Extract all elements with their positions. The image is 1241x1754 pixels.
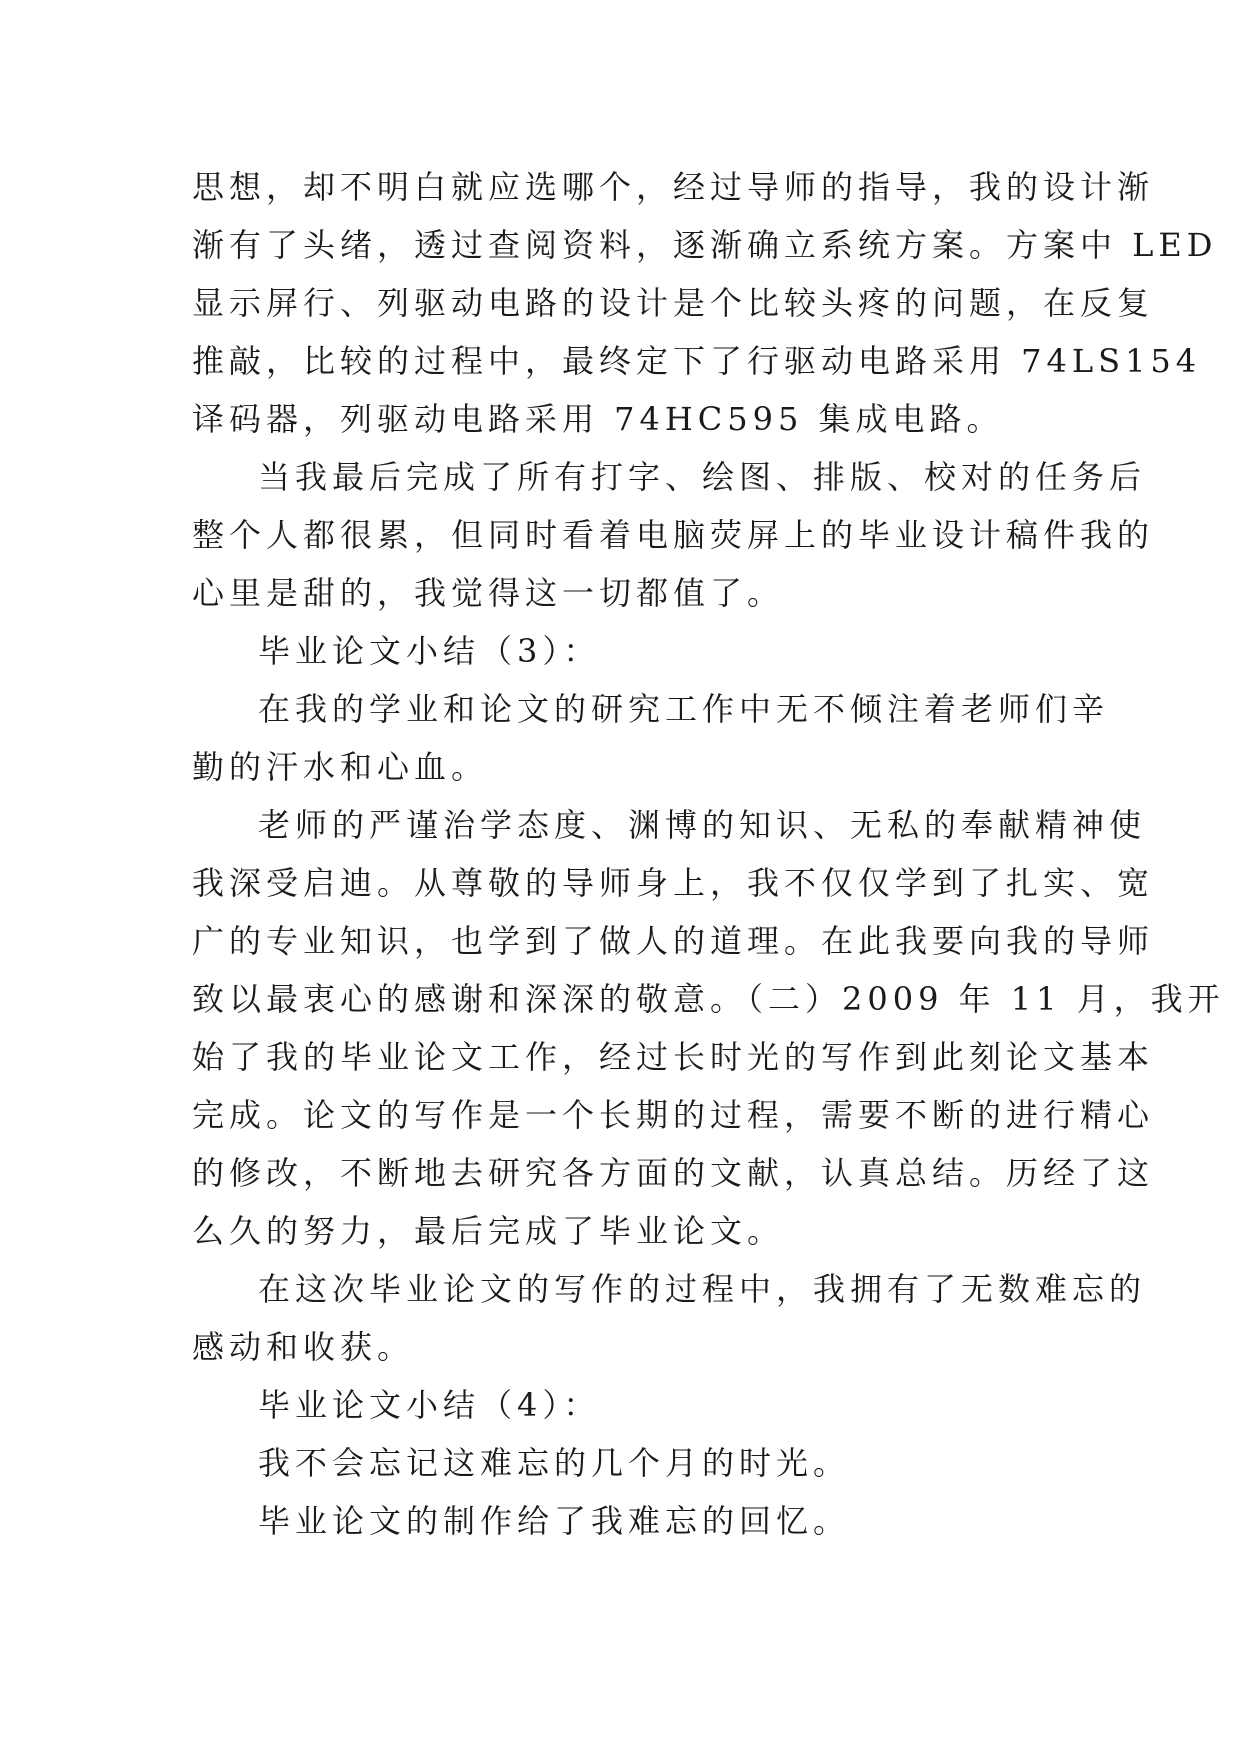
paragraph-first-line: 在我的学业和论文的研究工作中无不倾注着老师们辛 <box>258 690 1110 728</box>
text-line: 推敲，比较的过程中，最终定下了行驱动电路采用 74LS154 <box>192 342 1202 380</box>
paragraph-first-line: 当我最后完成了所有打字、绘图、排版、校对的任务后 <box>258 458 1147 496</box>
text-line: 感动和收获。 <box>192 1328 415 1366</box>
paragraph-first-line: 在这次毕业论文的写作的过程中，我拥有了无数难忘的 <box>258 1270 1147 1308</box>
text-line: 始了我的毕业论文工作，经过长时光的写作到此刻论文基本 <box>192 1038 1155 1076</box>
text-line: 广的专业知识，也学到了做人的道理。在此我要向我的导师 <box>192 922 1155 960</box>
text-line: 我深受启迪。从尊敬的导师身上，我不仅仅学到了扎实、宽 <box>192 864 1155 902</box>
paragraph-first-line: 老师的严谨治学态度、渊博的知识、无私的奉献精神使 <box>258 806 1147 844</box>
paragraph-first-line: 毕业论文的制作给了我难忘的回忆。 <box>258 1502 851 1540</box>
text-line: 勤的汗水和心血。 <box>192 748 489 786</box>
paragraph-first-line: 我不会忘记这难忘的几个月的时光。 <box>258 1444 851 1482</box>
section-heading: 毕业论文小结（3）： <box>258 632 601 670</box>
text-line: 渐有了头绪，透过查阅资料，逐渐确立系统方案。方案中 LED <box>192 226 1218 264</box>
text-line: 思想，却不明白就应选哪个，经过导师的指导，我的设计渐 <box>192 168 1155 206</box>
text-line: 显示屏行、列驱动电路的设计是个比较头疼的问题，在反复 <box>192 284 1155 322</box>
text-line: 完成。论文的写作是一个长期的过程，需要不断的进行精心 <box>192 1096 1155 1134</box>
text-line: 译码器，列驱动电路采用 74HC595 集成电路。 <box>192 400 1004 438</box>
section-heading: 毕业论文小结（4）： <box>258 1386 601 1424</box>
text-line: 致以最衷心的感谢和深深的敬意。（二）2009 年 11 月，我开 <box>192 980 1225 1018</box>
text-line: 心里是甜的，我觉得这一切都值了。 <box>192 574 785 612</box>
text-line: 整个人都很累，但同时看着电脑荧屏上的毕业设计稿件我的 <box>192 516 1155 554</box>
text-line: 的修改，不断地去研究各方面的文献，认真总结。历经了这 <box>192 1154 1155 1192</box>
text-line: 么久的努力，最后完成了毕业论文。 <box>192 1212 785 1250</box>
